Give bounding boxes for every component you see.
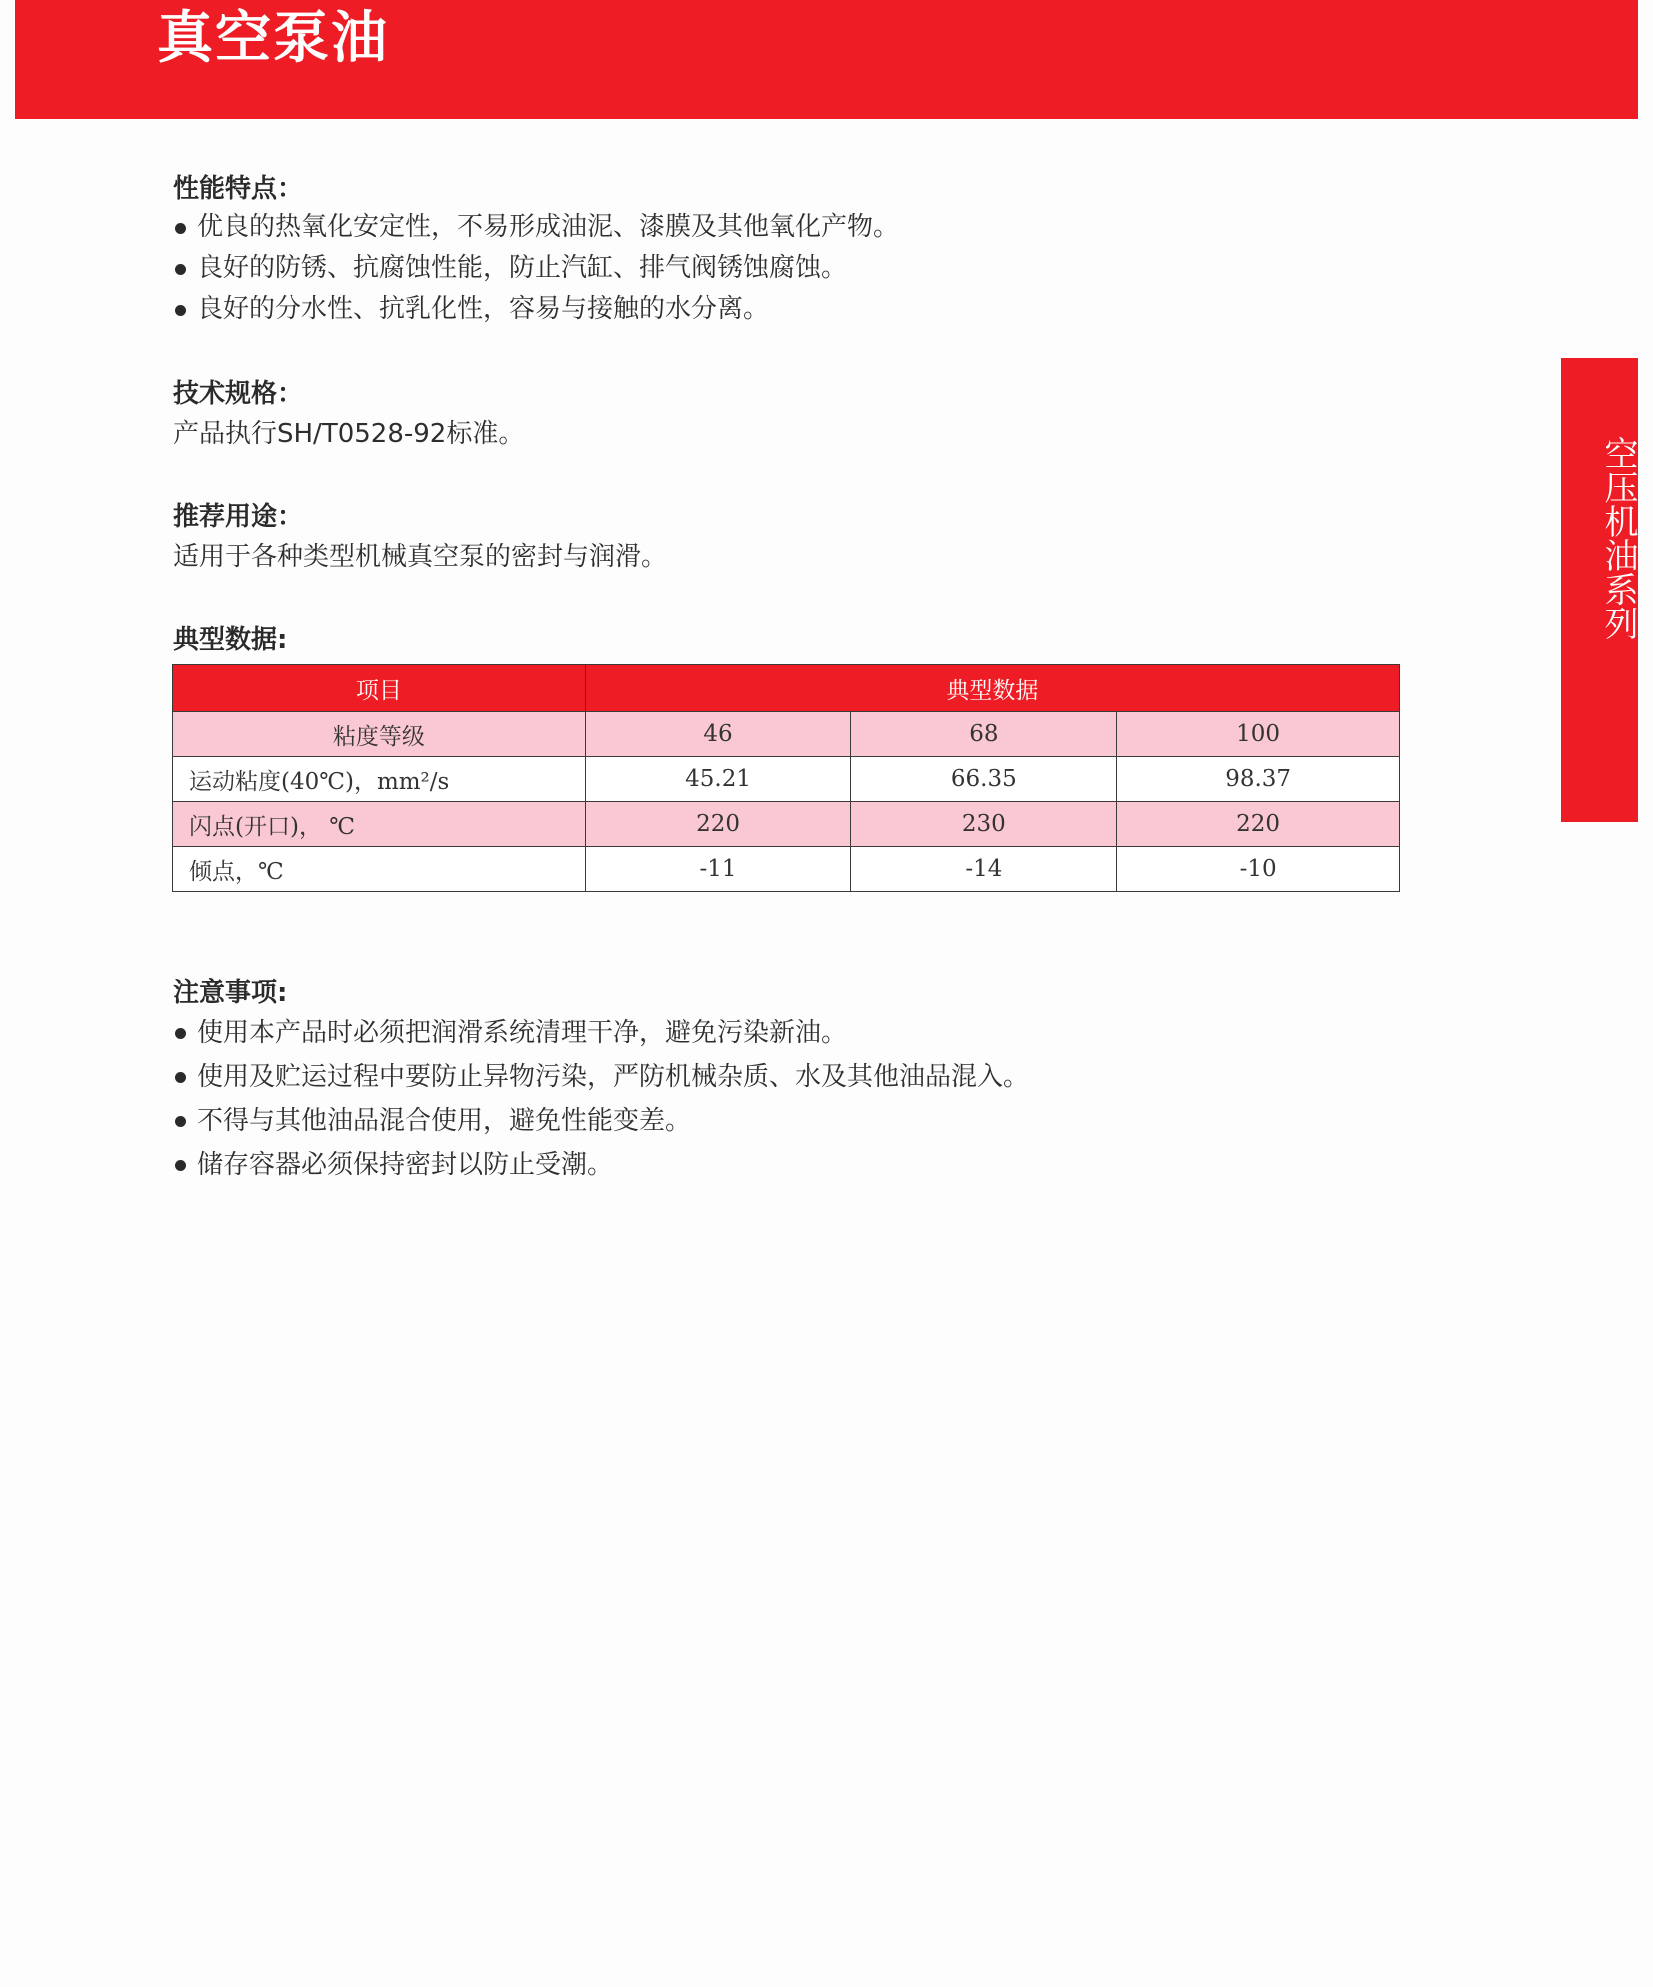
row-label: 倾点，℃ xyxy=(173,847,586,892)
table-cell: 100 xyxy=(1117,712,1400,757)
spec-heading: 技术规格： xyxy=(173,379,304,409)
series-side-tab xyxy=(1561,358,1638,822)
table-cell: 220 xyxy=(585,802,851,847)
bullet-icon xyxy=(175,223,186,234)
bullet-icon xyxy=(175,1028,186,1039)
table-cell: 230 xyxy=(851,802,1117,847)
bullet-icon xyxy=(175,264,186,275)
bullet-icon xyxy=(175,1160,186,1171)
note-text: 使用本产品时必须把润滑系统清理干净，避免污染新油。 xyxy=(197,1018,848,1048)
table-cell: 46 xyxy=(585,712,851,757)
table-cell: -10 xyxy=(1117,847,1400,892)
series-side-tab-label: 空压机油系列 xyxy=(1598,436,1638,640)
notes-list xyxy=(173,1011,1029,1187)
note-text: 使用及贮运过程中要防止异物污染，严防机械杂质、水及其他油品混入。 xyxy=(197,1062,1030,1092)
table-row xyxy=(173,712,1400,757)
list-item xyxy=(173,1055,1029,1099)
list-item xyxy=(173,1099,1029,1143)
table-cell: 98.37 xyxy=(1117,757,1400,802)
bullet-icon xyxy=(175,1116,186,1127)
row-label: 闪点(开口)， ℃ xyxy=(173,802,586,847)
table-row xyxy=(173,847,1400,892)
table-cell: 66.35 xyxy=(851,757,1117,802)
typical-data-heading: 典型数据: xyxy=(173,625,288,655)
bullet-icon xyxy=(175,1072,186,1083)
header-item-cell: 项目 xyxy=(173,665,586,712)
table-cell: 45.21 xyxy=(585,757,851,802)
table-header-row xyxy=(173,665,1400,712)
row-label: 粘度等级 xyxy=(173,712,586,757)
features-heading: 性能特点： xyxy=(173,174,304,204)
list-item xyxy=(173,1011,1029,1055)
table-cell: 68 xyxy=(851,712,1117,757)
header-data-cell: 典型数据 xyxy=(585,665,1399,712)
bullet-icon xyxy=(175,305,186,316)
note-text: 储存容器必须保持密封以防止受潮。 xyxy=(197,1150,614,1180)
list-item xyxy=(173,289,899,330)
feature-text: 良好的防锈、抗腐蚀性能，防止汽缸、排气阀锈蚀腐蚀。 xyxy=(197,253,848,283)
features-list xyxy=(173,207,899,330)
spec-text: 产品执行SH/T0528-92标准。 xyxy=(173,419,525,449)
note-text: 不得与其他油品混合使用，避免性能变差。 xyxy=(197,1106,692,1136)
list-item xyxy=(173,207,899,248)
row-label: 运动粘度(40℃)，mm²/s xyxy=(173,757,586,802)
table-cell: -11 xyxy=(585,847,851,892)
table-row xyxy=(173,757,1400,802)
usage-text: 适用于各种类型机械真空泵的密封与润滑。 xyxy=(173,542,668,572)
list-item xyxy=(173,248,899,289)
usage-heading: 推荐用途： xyxy=(173,502,304,532)
table-cell: 220 xyxy=(1117,802,1400,847)
table-cell: -14 xyxy=(851,847,1117,892)
list-item xyxy=(173,1143,1029,1187)
page-title: 真空泵油 xyxy=(157,6,389,71)
typical-data-table xyxy=(172,664,1400,892)
feature-text: 优良的热氧化安定性，不易形成油泥、漆膜及其他氧化产物。 xyxy=(197,212,900,242)
table-row xyxy=(173,802,1400,847)
feature-text: 良好的分水性、抗乳化性，容易与接触的水分离。 xyxy=(197,294,770,324)
notes-heading: 注意事项: xyxy=(173,978,288,1008)
